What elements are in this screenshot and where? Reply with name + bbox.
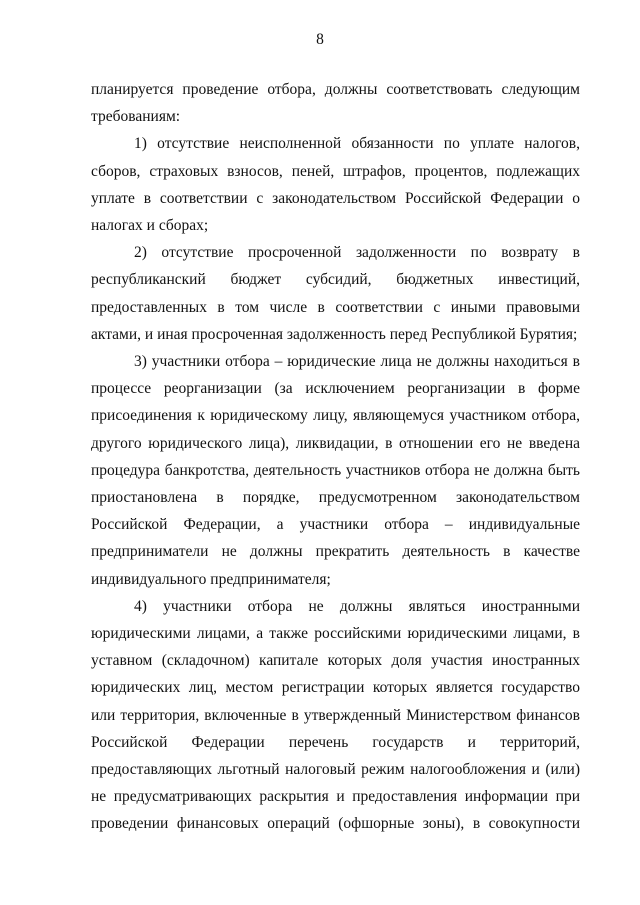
list-item-3: 3) участники отбора – юридические лица не должны находиться в процессе реорганизации (за исключением реорганизации в форме присоединения к юридическому лицу, являющемуся участником отбора, другого юридического лица), ликвидации, в отношении его не введена процедура банкротства, деятельность участников отбора не должна быть приостановлена в порядке, предусмотренном законодательством Российской Федерации, а участники отбора – индивидуальные предприниматели не должны прекратить деятельность в качестве индивидуального предпринимателя;	[91, 353, 580, 588]
document-body	[91, 76, 580, 838]
list-item-4: 4) участники отбора не должны являться иностранными юридическими лицами, а также российскими юридическими лицами, в уставном (складочном) капитале которых доля участия иностранных юридических лиц, местом регистрации которых является государство или территория, включенные в утвержденный Министерством финансов Российской Федерации перечень государств и территорий, предоставляющих льготный налоговый режим налогообложения и (или) не предусматривающих раскрытия и предоставления информации при проведении финансовых операций (офшорные зоны), в совокупности	[91, 597, 580, 833]
page-number: 8	[316, 31, 324, 48]
paragraph-continuation: планируется проведение отбора, должны соответствовать следующим требованиям:	[91, 81, 580, 126]
list-item-2: 2) отсутствие просроченной задолженности по возврату в республиканский бюджет субсидий, бюджетных инвестиций, предоставленных в том числе в соответствии с иными правовыми актами, и иная просроченная задолженность перед Республикой Бурятия;	[91, 244, 580, 343]
list-item-1: 1) отсутствие неисполненной обязанности по уплате налогов, сборов, страховых взносов, пеней, штрафов, процентов, подлежащих уплате в соответствии с законодательством Российской Федерации о налогах и сборах;	[91, 135, 580, 235]
